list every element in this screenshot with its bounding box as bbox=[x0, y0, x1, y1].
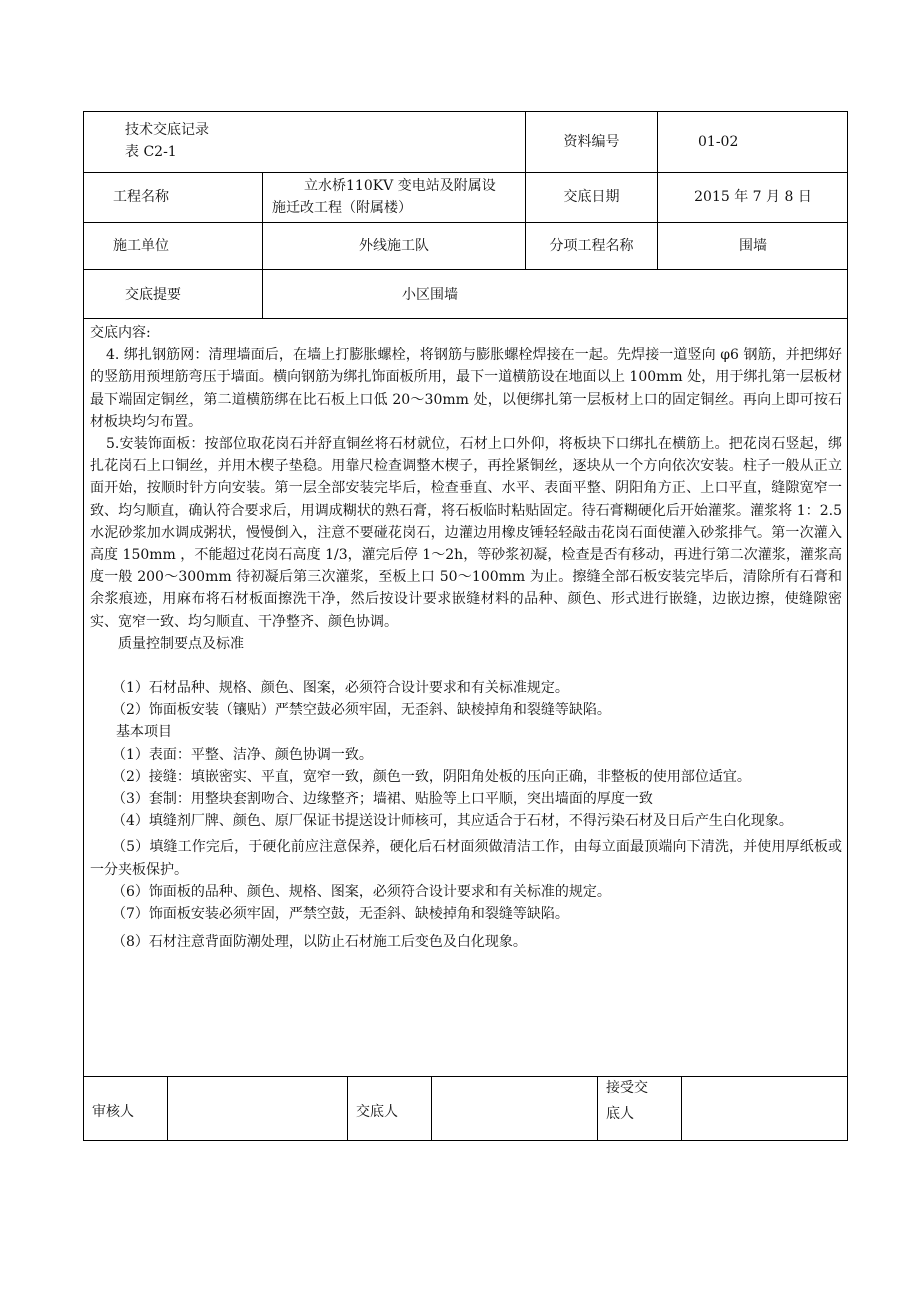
form-title bbox=[125, 119, 209, 163]
row-divider bbox=[83, 318, 848, 319]
unit-label: 施工单位 bbox=[113, 238, 169, 254]
basic-item: （2）接缝：填嵌密实、平直，宽窄一致，颜色一致，阴阳角处板的压向正确，非整板的使用部位适宜。 bbox=[112, 768, 751, 785]
spacer bbox=[90, 655, 842, 677]
basic-item: （3）套制：用整块套割吻合、边缘整齐；墙裙、贴脸等上口平顺，突出墙面的厚度一致 bbox=[112, 791, 653, 808]
reviewer-signature-field[interactable] bbox=[168, 1077, 346, 1140]
basic-item: （4）填缝剂厂牌、颜色、原厂保证书提送设计师核可，其应适合于石材，不得污染石材及日后产生白化现象。 bbox=[112, 813, 793, 830]
step-5-paragraph: 5.安装饰面板：按部位取花岗石并舒直铜丝将石材就位，石材上口外仰，将板块下口绑扎在横筋上。把花岗石竖起，绑扎花岗石上口铜丝，并用木楔子垫稳。用靠尺检查调整木楔子，再拴紧铜丝，逐块从一个方向依次安装。柱子一般从正立面开始，按顺时针方向安装。第一层全部安装完毕后，检查垂直、水平、表面平整、阴阳角方正、上口平直，缝隙宽窄一致、均匀顺直，确认符合要求后，用调成糊状的熟石膏，将石板临时粘贴固定。待石膏糊硬化后开始灌浆。灌浆将 1：2.5 水泥砂浆加水调成粥状，慢慢倒入，注意不要碰花岗石，边灌边用橡皮锤轻轻敲击花岗石面使灌入砂浆排气。第一次灌入高度 150mm ，不能超过花岗石高度 1/3，灌完后停 1～2h，等砂浆初凝，检查是否有移动，再进行第二次灌浆，灌浆高度一般 200～300mm 待初凝后第三次灌浆，至板上口 50～100mm 为止。擦缝全部石板安装完毕后，清除所有石膏和余浆痕迹，用麻布将石材板面擦洗干净，然后按设计要求嵌缝材料的品种、颜色、形式进行嵌缝，边嵌边擦，使缝隙密实、宽窄一致、均匀顺直、干净整齐、颜色协调。 bbox=[90, 436, 842, 630]
col-divider bbox=[347, 1076, 348, 1141]
form-code: 表 C2-1 bbox=[125, 144, 177, 160]
basic-item: （7）饰面板安装必须牢固，严禁空鼓，无歪斜、缺棱掉角和裂缝等缺陷。 bbox=[112, 906, 569, 923]
row-divider bbox=[83, 172, 848, 173]
discloser-signature-field[interactable] bbox=[432, 1077, 596, 1140]
receiver-signature-field[interactable] bbox=[682, 1077, 847, 1140]
reviewer-label: 审核人 bbox=[92, 1104, 134, 1120]
receiver-label bbox=[606, 1077, 648, 1125]
quality-item: （2）饰面板安装（镶贴）严禁空鼓必须牢固，无歪斜、缺棱掉角和裂缝等缺陷。 bbox=[112, 702, 611, 719]
row-divider bbox=[83, 269, 848, 270]
basic-item: （5）填缝工作完后，于硬化前应注意保养，硬化后石材面须做清洁工作，由每立面最顶端向下清洗，并使用厚纸板或一分夹板保护。 bbox=[90, 839, 842, 878]
project-name bbox=[272, 175, 496, 219]
receiver-label-line2: 底人 bbox=[606, 1106, 634, 1122]
receiver-label-line1: 接受交 bbox=[606, 1080, 648, 1096]
subproject-value: 围墙 bbox=[739, 238, 767, 254]
summary-label: 交底提要 bbox=[125, 287, 181, 303]
subproject-label: 分项工程名称 bbox=[549, 238, 634, 254]
disclosure-content bbox=[90, 322, 842, 953]
basic-item: （8）石材注意背面防潮处理，以防止石材施工后变色及白化现象。 bbox=[112, 934, 527, 951]
doc-no-label: 资料编号 bbox=[563, 134, 620, 150]
step-4-paragraph: 4. 绑扎钢筋网：清理墙面后，在墙上打膨胀螺栓，将钢筋与膨胀螺栓焊接在一起。先焊接一道竖向 φ6 钢筋，并把绑好的竖筋用预埋筋弯压于墙面。横向钢筋为绑扎饰面板所用，最下一道横筋设在地面以上 100mm 处，用于绑扎第一层板材最下端固定铜丝，第二道横筋绑在比石板上口低 20～30mm 处，以便绑扎第一层板材上口的固定铜丝。再向上即可按石材板块均匀布置。 bbox=[90, 347, 842, 430]
project-name-line1: 立水桥110KV 变电站及附属设 bbox=[304, 178, 496, 194]
date-label: 交底日期 bbox=[563, 189, 620, 205]
summary-value: 小区围墙 bbox=[402, 287, 458, 303]
project-name-label: 工程名称 bbox=[113, 189, 169, 205]
project-name-line2: 施迁改工程（附属楼） bbox=[272, 200, 412, 216]
basic-heading: 基本项目 bbox=[116, 724, 172, 741]
content-heading: 交底内容: bbox=[90, 325, 151, 341]
basic-item: （1）表面：平整、洁净、颜色协调一致。 bbox=[112, 746, 373, 763]
col-divider bbox=[597, 1076, 598, 1141]
basic-item: （6）饰面板的品种、颜色、规格、图案，必须符合设计要求和有关标准的规定。 bbox=[112, 883, 611, 900]
quality-heading: 质量控制要点及标准 bbox=[118, 635, 244, 652]
date-value: 2015 年 7 月 8 日 bbox=[694, 189, 812, 205]
quality-item: （1）石材品种、规格、颜色、图案，必须符合设计要求和有关标准规定。 bbox=[112, 680, 569, 697]
form-title-line1: 技术交底记录 bbox=[125, 122, 209, 138]
unit-value: 外线施工队 bbox=[359, 238, 429, 254]
row-divider bbox=[83, 222, 848, 223]
doc-no-value: 01-02 bbox=[698, 134, 739, 150]
discloser-label: 交底人 bbox=[356, 1104, 398, 1120]
